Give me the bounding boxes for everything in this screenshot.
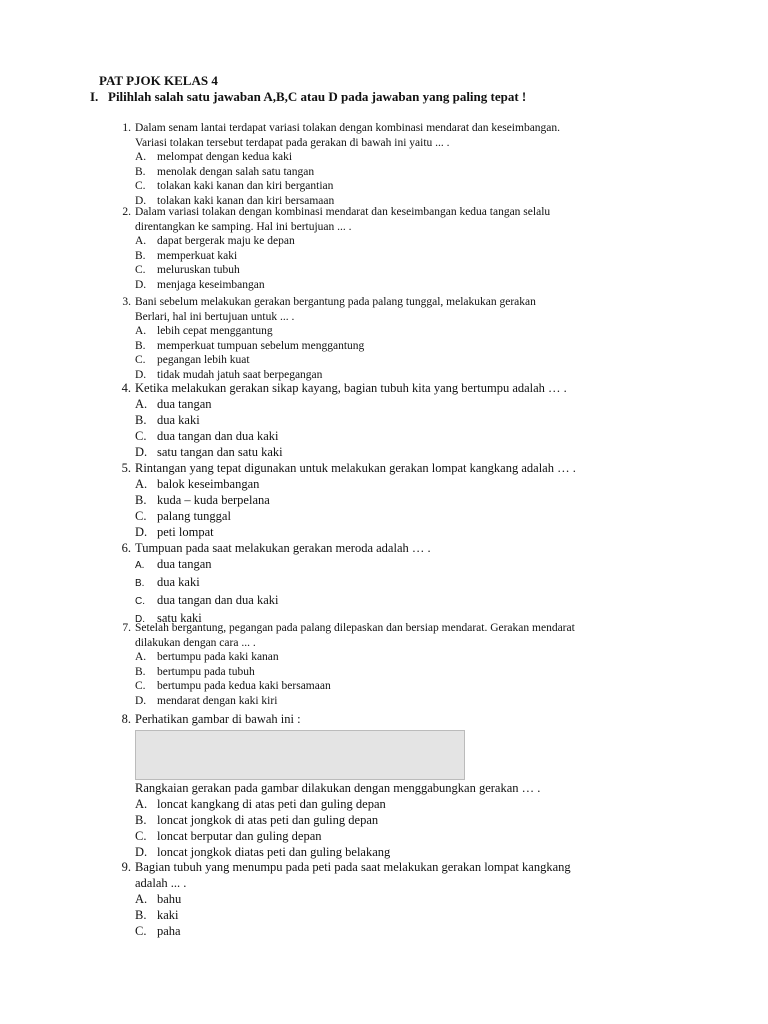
exam-title: PAT PJOK KELAS 4 — [99, 73, 218, 88]
answer-option-c[interactable]: C. paha — [135, 924, 181, 938]
section-number: I. — [90, 89, 99, 104]
question-number: 5. — [121, 461, 131, 475]
answer-option-a[interactable]: A. bertumpu pada kaki kanan — [135, 651, 279, 663]
question-2 — [122, 205, 551, 292]
question-stem-line: adalah ... . — [135, 876, 187, 890]
answer-option-a[interactable]: A. dapat bergerak maju ke depan — [135, 235, 295, 247]
answer-option-c[interactable]: C. palang tunggal — [135, 509, 231, 523]
question-5 — [121, 460, 576, 540]
answer-option-c[interactable]: C. dua tangan dan dua kaki — [135, 593, 279, 607]
question-stem-line: Bagian tubuh yang menumpu pada peti pada saat melakukan gerakan lompat kangkang — [135, 860, 571, 874]
answer-option-d[interactable]: D. satu kaki — [135, 611, 202, 625]
answer-option-b[interactable]: B. memperkuat kaki — [135, 249, 238, 262]
answer-option-d[interactable]: D. peti lompat — [135, 525, 214, 539]
answer-option-b[interactable]: B. menolak dengan salah satu tangan — [135, 165, 315, 178]
answer-option-c[interactable]: C. tolakan kaki kanan dan kiri bergantian — [135, 180, 334, 192]
question-stem-line: Berlari, hal ini bertujuan untuk ... . — [135, 310, 295, 323]
answer-option-c[interactable]: C. pegangan lebih kuat — [135, 354, 250, 366]
question-number: 1. — [122, 122, 131, 134]
answer-option-a[interactable]: A. dua tangan — [135, 557, 212, 571]
answer-option-b[interactable]: B. memperkuat tumpuan sebelum menggantung — [135, 339, 365, 352]
question-stem-line: Bani sebelum melakukan gerakan bergantung pada palang tunggal, melakukan gerakan — [135, 296, 536, 308]
question-number: 3. — [122, 296, 131, 308]
answer-option-b[interactable]: B. dua kaki — [135, 413, 200, 427]
question-number: 4. — [121, 381, 131, 395]
gymnastics-image-placeholder — [135, 730, 465, 780]
section-instruction — [90, 89, 526, 105]
answer-option-d[interactable]: D. tidak mudah jatuh saat berpegangan — [135, 368, 323, 381]
answer-option-b[interactable]: B. bertumpu pada tubuh — [135, 665, 255, 678]
question-number: 7. — [122, 622, 131, 634]
answer-option-d[interactable]: D. mendarat dengan kaki kiri — [135, 694, 278, 707]
question-stem-line: direntangkan ke samping. Hal ini bertujuan ... . — [135, 220, 352, 233]
answer-option-b[interactable]: B. kuda – kuda berpelana — [135, 493, 270, 507]
answer-option-d[interactable]: D. tolakan kaki kanan dan kiri bersamaan — [135, 194, 335, 207]
answer-option-c[interactable]: C. bertumpu pada kedua kaki bersamaan — [135, 680, 331, 692]
answer-option-d[interactable]: D. satu tangan dan satu kaki — [135, 445, 283, 459]
answer-option-b[interactable]: B. loncat jongkok di atas peti dan guling depan — [135, 813, 379, 827]
question-8-continuation — [135, 780, 540, 860]
answer-option-a[interactable]: A. balok keseimbangan — [135, 477, 260, 491]
answer-option-a[interactable]: A. loncat kangkang di atas peti dan guling depan — [135, 797, 386, 811]
answer-option-c[interactable]: C. dua tangan dan dua kaki — [135, 429, 279, 443]
question-9 — [121, 859, 571, 939]
gymnastics-illustration — [135, 730, 465, 780]
question-number: 8. — [121, 712, 131, 726]
answer-option-c[interactable]: C. meluruskan tubuh — [135, 264, 240, 276]
question-stem-line: Dalam senam lantai terdapat variasi tolakan dengan kombinasi mendarat dan keseimbangan. — [135, 122, 561, 134]
answer-option-a[interactable]: A. melompat dengan kedua kaki — [135, 151, 293, 163]
answer-option-a[interactable]: A. lebih cepat menggantung — [135, 325, 273, 337]
answer-option-d[interactable]: D. menjaga keseimbangan — [135, 278, 265, 291]
question-stem-line: Variasi tolakan tersebut terdapat pada gerakan di bawah ini yaitu ... . — [135, 136, 450, 149]
question-4 — [121, 380, 567, 460]
question-number: 9. — [121, 860, 131, 874]
question-stem-line: Rintangan yang tepat digunakan untuk melakukan gerakan lompat kangkang adalah … . — [135, 461, 576, 475]
question-1 — [122, 121, 561, 208]
question-3 — [122, 295, 536, 382]
question-stem-line: Setelah bergantung, pegangan pada palang dilepaskan dan bersiap mendarat. Gerakan mendarat — [135, 622, 575, 634]
answer-option-b[interactable]: B. kaki — [135, 908, 179, 922]
question-8 — [121, 711, 301, 727]
section-text: Pilihlah salah satu jawaban A,B,C atau D pada jawaban yang paling tepat ! — [108, 89, 527, 104]
answer-option-a[interactable]: A. bahu — [135, 892, 182, 906]
answer-option-b[interactable]: B. dua kaki — [135, 575, 200, 589]
answer-option-d[interactable]: D. loncat jongkok diatas peti dan guling belakang — [135, 845, 391, 859]
question-number: 6. — [121, 541, 131, 555]
question-stem-line: dilakukan dengan cara ... . — [135, 636, 256, 649]
answer-option-c[interactable]: C. loncat berputar dan guling depan — [135, 829, 322, 843]
question-7 — [122, 621, 575, 708]
question-stem-line: Tumpuan pada saat melakukan gerakan meroda adalah … . — [135, 541, 431, 555]
question-stem-line: Rangkaian gerakan pada gambar dilakukan dengan menggabungkan gerakan … . — [135, 781, 541, 795]
question-stem-line: Dalam variasi tolakan dengan kombinasi mendarat dan keseimbangan kedua tangan selalu — [135, 206, 551, 218]
answer-option-a[interactable]: A. dua tangan — [135, 397, 212, 411]
question-number: 2. — [122, 206, 131, 218]
question-6 — [121, 540, 431, 628]
question-stem-line: Ketika melakukan gerakan sikap kayang, bagian tubuh kita yang bertumpu adalah … . — [135, 381, 567, 395]
question-stem-line: Perhatikan gambar di bawah ini : — [135, 712, 301, 726]
